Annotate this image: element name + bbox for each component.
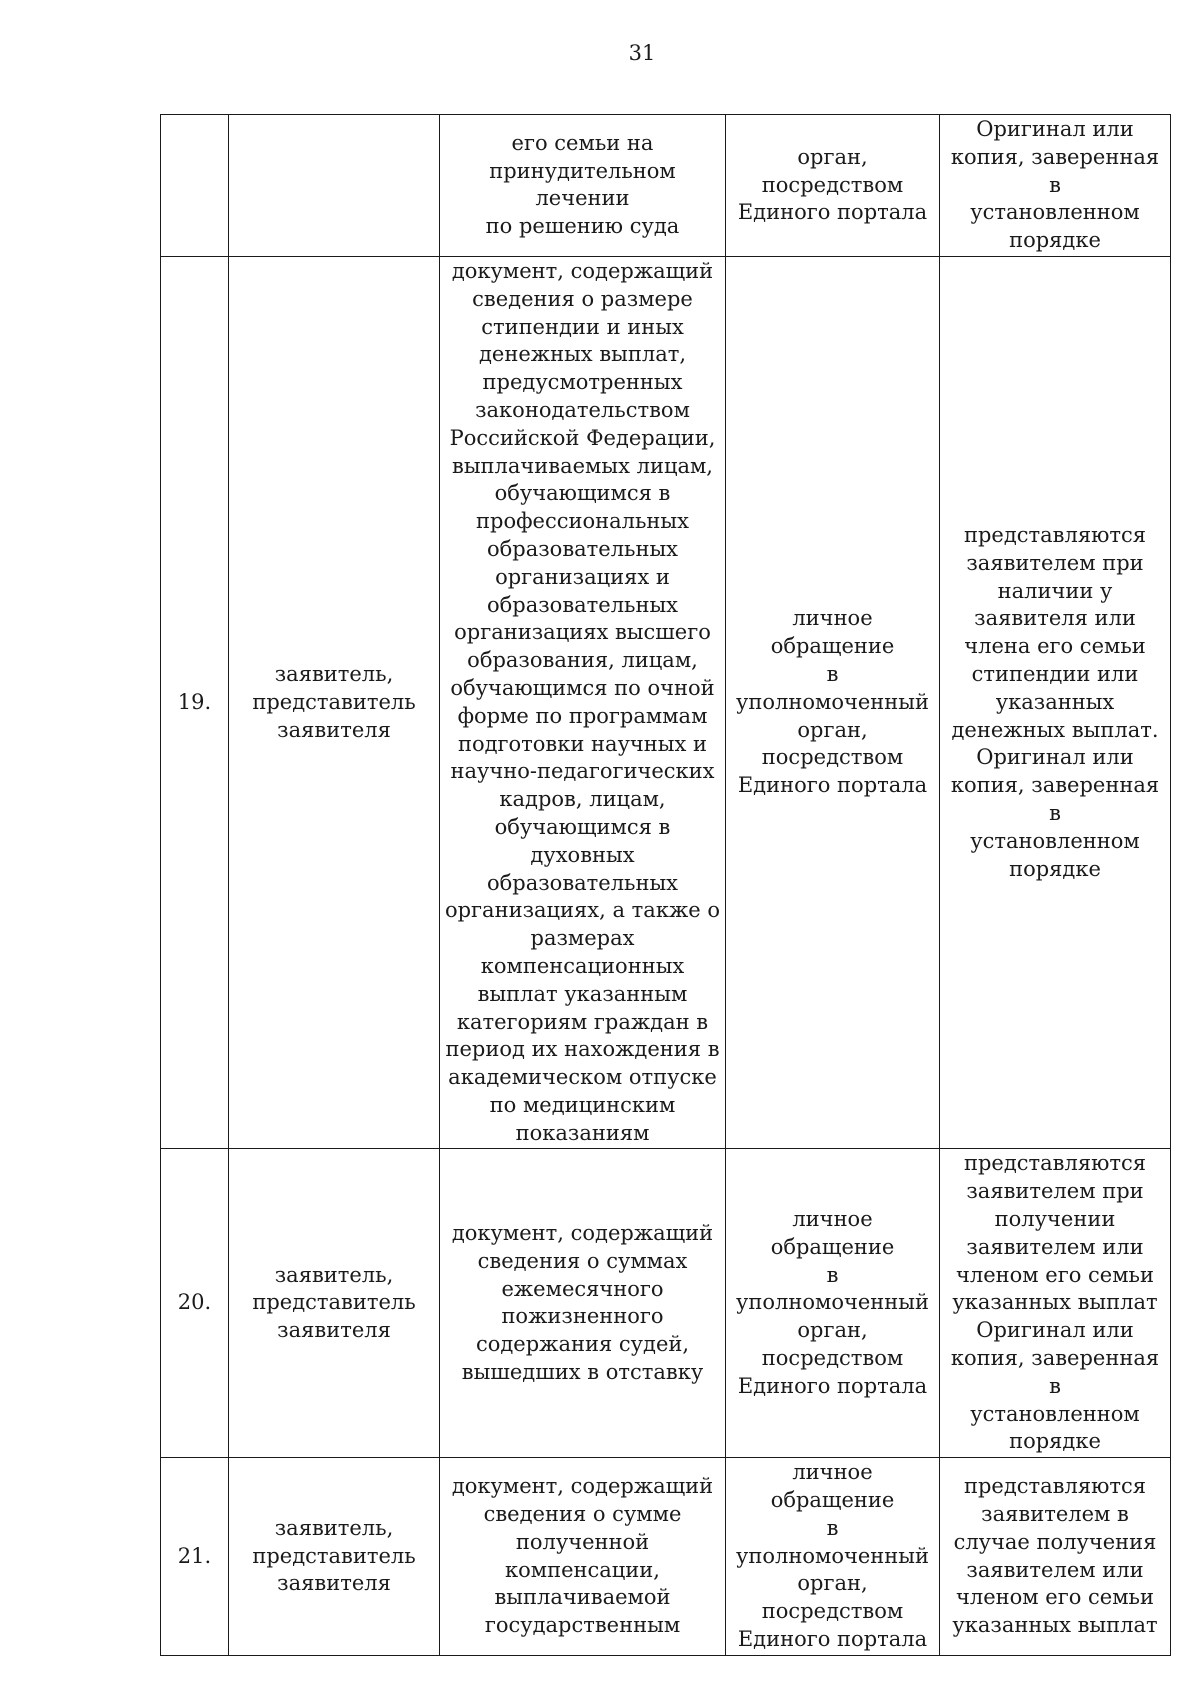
submission-cell <box>726 1149 940 1458</box>
applicant-cell <box>229 1149 440 1458</box>
note-text: представляются заявителем при получении заявителем или членом его семьи указанных выплат Оригинал или копия, заверенная в установленном порядке <box>950 1151 1160 1454</box>
note-text: представляются заявителем при наличии у заявителя или члена его семьи стипендии или указанных денежных выплат. Оригинал или копия, заверенная в установленном порядке <box>950 523 1160 881</box>
row-number: 21. <box>177 1543 212 1568</box>
submission-text: личное обращение в уполномоченный орган, посредством Единого портала <box>736 606 929 798</box>
page-number: 31 <box>628 41 656 65</box>
submission-cell <box>726 1458 940 1656</box>
applicant-cell <box>229 256 440 1149</box>
applicant-cell <box>229 1458 440 1656</box>
document-cell <box>440 1458 726 1656</box>
document-cell <box>440 256 726 1149</box>
submission-cell <box>726 256 940 1149</box>
submission-text: личное обращение в уполномоченный орган, посредством Единого портала <box>736 1207 929 1398</box>
note-cell <box>940 1458 1171 1656</box>
applicant-text: заявитель, представитель заявителя <box>252 662 416 742</box>
applicant-text: заявитель, представитель заявителя <box>252 1515 416 1596</box>
row-number-cell <box>161 256 229 1149</box>
table-row <box>161 1149 1171 1458</box>
row-number: 19. <box>177 689 212 714</box>
document-text: документ, содержащий сведения о суммах ежемесячного пожизненного содержания судей, вышедших в отставку <box>451 1220 714 1384</box>
document-text: документ, содержащий сведения о сумме полученной компенсации, выплачиваемой государственным <box>451 1474 714 1638</box>
document-text: его семьи на принудительном лечении по решению суда <box>485 130 680 239</box>
row-number-cell <box>161 1458 229 1656</box>
note-cell <box>940 256 1171 1149</box>
row-number: 20. <box>177 1290 212 1315</box>
row-number-cell <box>161 1149 229 1458</box>
document-text: документ, содержащий сведения о размере стипендии и иных денежных выплат, предусмотренных законодательством Российской Федерации, выплачиваемых лицам, обучающимся в профессиональных образовательных организациях и образовательных организациях высшего образования, лицам, обучающимся по очной форме по программам подготовки научных и научно-педагогических кадров, лицам, обучающимся в духовных образовательных организациях, а также о размерах компенсационных выплат указанным категориям граждан в период их нахождения в академическом отпуске по медицинским показаниям <box>444 258 721 1145</box>
note-cell <box>940 1149 1171 1458</box>
applicant-text: заявитель, представитель заявителя <box>252 1262 416 1343</box>
submission-text: личное обращение в уполномоченный орган, посредством Единого портала <box>736 1460 929 1652</box>
document-cell <box>440 1149 726 1458</box>
document-cell <box>440 115 726 257</box>
row-number-cell <box>161 115 229 257</box>
note-text: представляются заявителем в случае получения заявителем или членом его семьи указанных выплат <box>952 1474 1158 1638</box>
submission-cell <box>726 115 940 257</box>
note-text: Оригинал или копия, заверенная в установленном порядке <box>950 117 1160 253</box>
table-row <box>161 115 1171 257</box>
table-row <box>161 1458 1171 1656</box>
documents-table <box>160 114 1171 1656</box>
table-row <box>161 256 1171 1149</box>
submission-text: орган, посредством Единого портала <box>737 144 928 225</box>
note-cell <box>940 115 1171 257</box>
applicant-cell <box>229 115 440 257</box>
